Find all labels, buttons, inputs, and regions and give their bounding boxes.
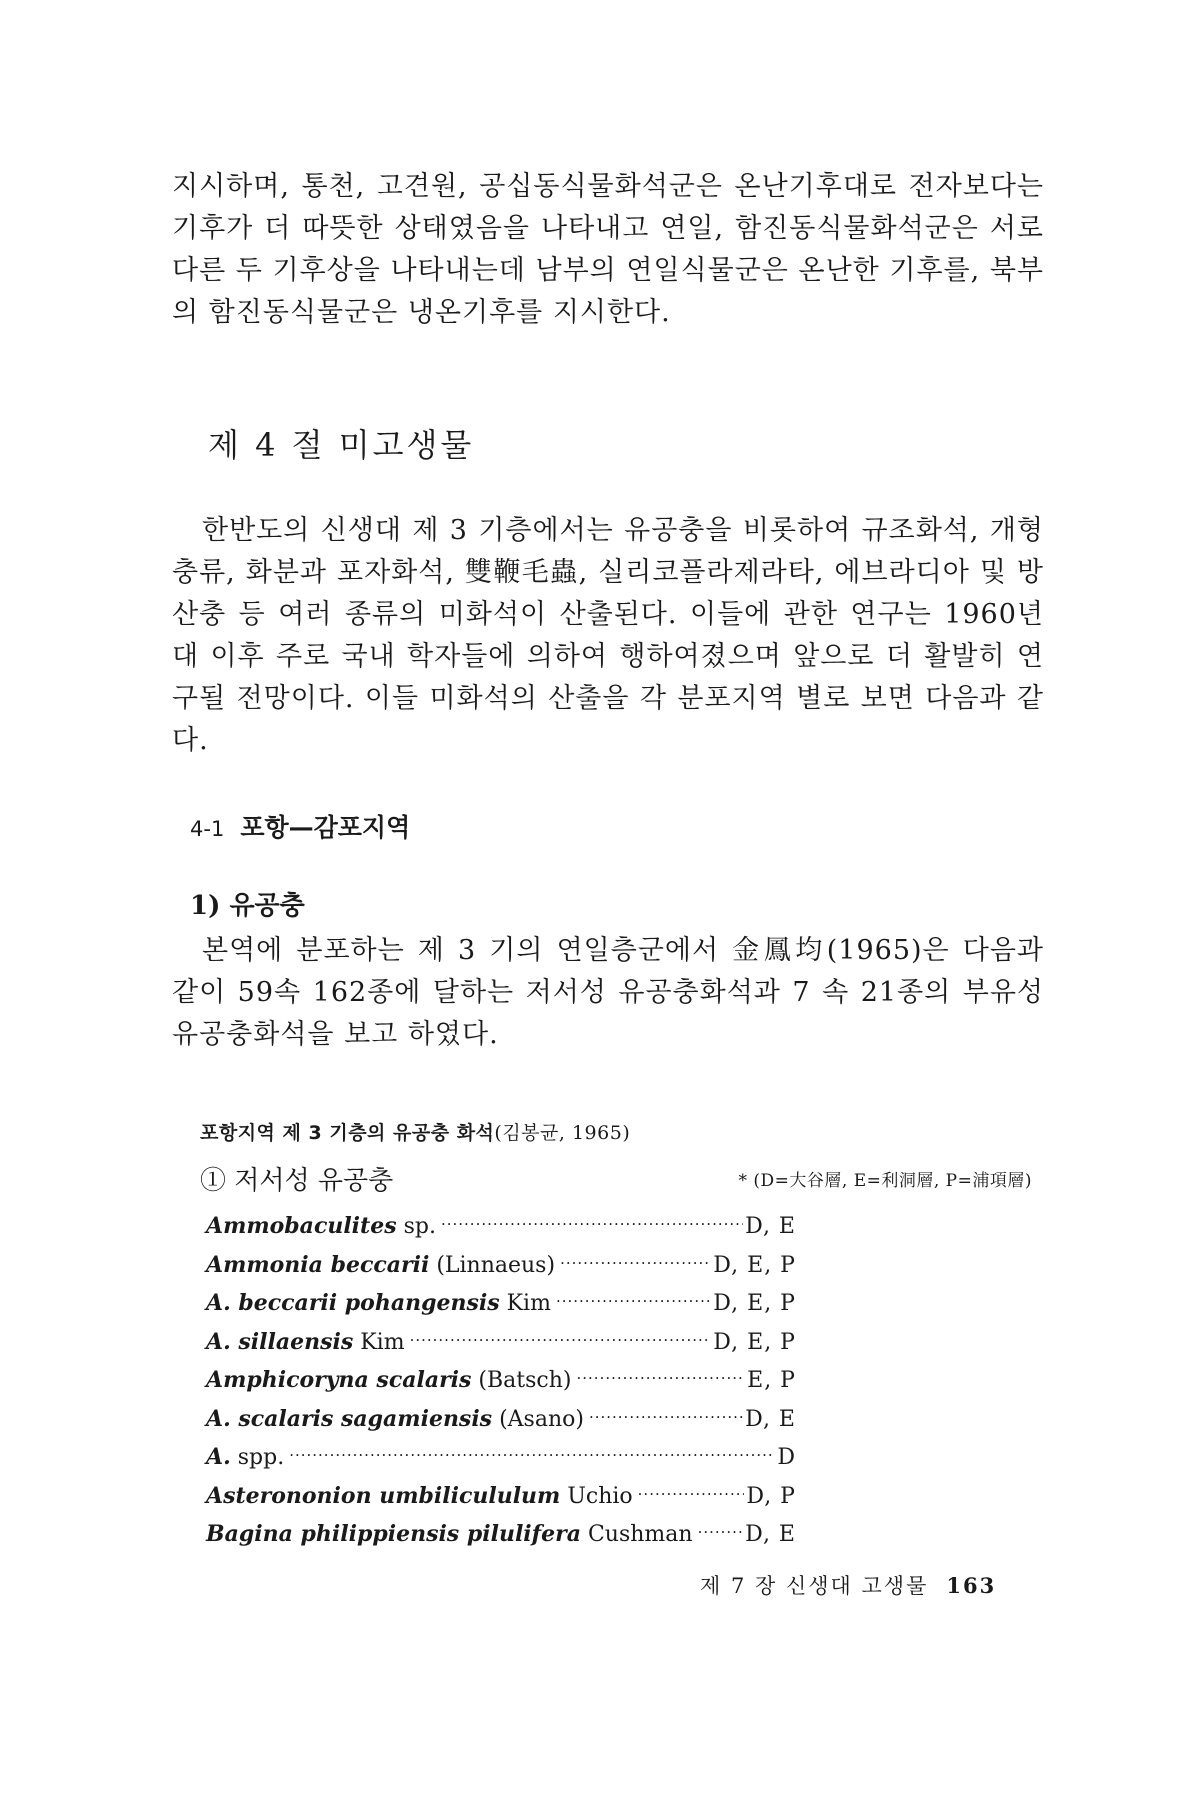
subsection-heading (190, 808, 410, 844)
species-layers: D, E (745, 1406, 796, 1432)
species-row (206, 1247, 796, 1286)
subsection-title: 포항—감포지역 (240, 813, 411, 842)
species-name: Amphicoryna scalaris (Batsch) (206, 1367, 572, 1393)
layer-legend: * (D=大谷層, E=利洞層, P=浦項層) (738, 1171, 1032, 1191)
species-row (206, 1478, 796, 1517)
list-title (200, 1118, 630, 1145)
species-row (206, 1362, 796, 1401)
page-number: 163 (946, 1573, 997, 1598)
subsection-number: 4-1 (190, 817, 225, 841)
species-layers: D, E (745, 1522, 796, 1547)
species-author: (Asano) (499, 1406, 584, 1432)
species-row (206, 1285, 796, 1324)
species-author: (Linnaeus) (436, 1252, 556, 1278)
leader-dots (577, 1360, 746, 1397)
species-layers: D, P (746, 1483, 796, 1509)
species-author: Kim (360, 1329, 405, 1355)
species-name: A. spp. (206, 1444, 285, 1470)
species-row (206, 1516, 796, 1555)
species-author: spp. (237, 1445, 285, 1470)
species-name: Asterononion umbilicululum Uchio (206, 1482, 633, 1509)
paragraph-foraminifera: 본역에 분포하는 제 3 기의 연일층군에서 金鳳均(1965)은 다음과 같이 59속 162종에 달하는 저서성 유공충화석과 7 속 21종의 부유성 유공충화석을 보고 하였다. (172, 935, 1044, 1050)
species-row (206, 1208, 796, 1247)
page-footer (700, 1570, 996, 1600)
species-name: A. beccarii pohangensis Kim (206, 1290, 551, 1316)
leader-dots (560, 1245, 711, 1282)
species-layers: E, P (747, 1368, 796, 1393)
section-title: 제 4 절 미고생물 (208, 426, 475, 464)
species-author: sp. (403, 1214, 436, 1239)
species-layers: D, E, P (713, 1252, 796, 1278)
species-name: Ammonia beccarii (Linnaeus) (206, 1251, 556, 1278)
species-name: A. scalaris sagamiensis (Asano) (206, 1405, 584, 1432)
leader-dots (638, 1476, 745, 1513)
list-citation: (김봉균, 1965) (494, 1122, 631, 1144)
species-author: (Batsch) (478, 1368, 572, 1393)
category-header (200, 1160, 1032, 1196)
species-name: Bagina philippiensis pilulifera Cushman (206, 1521, 693, 1547)
species-layers: D (777, 1445, 796, 1470)
list-title-text: 포항지역 제 3 기층의 유공충 화석 (200, 1122, 495, 1144)
species-list (206, 1208, 796, 1555)
leader-dots (698, 1514, 744, 1551)
paragraph-intro: 한반도의 신생대 제 3 기층에서는 유공충을 비롯하여 규조화석, 개형충류, 화분과 포자화석, 雙鞭毛蟲, 실리코플라제라타, 에브라디아 및 방산충 등 여러 종류의 미화석이 산출된다. 이들에 관한 연구는 1960년대 이후 주로 국내 학자들에 의하여 행하여졌으며 앞으로 더 활발히 연구될 전망이다. 이들 미화석의 산출을 각 분포지역 별로 보면 다음과 같다. (172, 515, 1044, 756)
leader-dots (410, 1322, 712, 1359)
species-row (206, 1439, 796, 1478)
category-title: ① 저서성 유공충 (200, 1166, 394, 1196)
paragraph-climate: 지시하며, 통천, 고견원, 공십동식물화석군은 온난기후대로 전자보다는 기후가 더 따뜻한 상태였음을 나타내고 연일, 함진동식물화석군은 서로 다른 두 기후상을 나타내는데 남부의 연일식물군은 온난한 기후를, 북부의 함진동식물군은 냉온기후를 지시한다. (172, 171, 1044, 328)
species-author: Kim (506, 1291, 551, 1316)
species-row (206, 1324, 796, 1363)
species-name: Ammobaculites sp. (206, 1213, 436, 1239)
leader-dots (556, 1283, 711, 1320)
species-author: Uchio (567, 1483, 633, 1509)
chapter-label: 제 7 장 신생대 고생물 (700, 1574, 929, 1598)
species-layers: D, E (745, 1214, 796, 1239)
leader-dots (289, 1437, 775, 1474)
species-author: Cushman (587, 1522, 693, 1547)
leader-dots (441, 1206, 743, 1243)
species-layers: D, E, P (713, 1329, 796, 1355)
species-row (206, 1401, 796, 1440)
species-layers: D, E, P (713, 1291, 796, 1316)
subsubsection-title: 1) 유공충 (190, 891, 305, 921)
species-name: A. sillaensis Kim (206, 1328, 405, 1355)
leader-dots (589, 1399, 743, 1436)
